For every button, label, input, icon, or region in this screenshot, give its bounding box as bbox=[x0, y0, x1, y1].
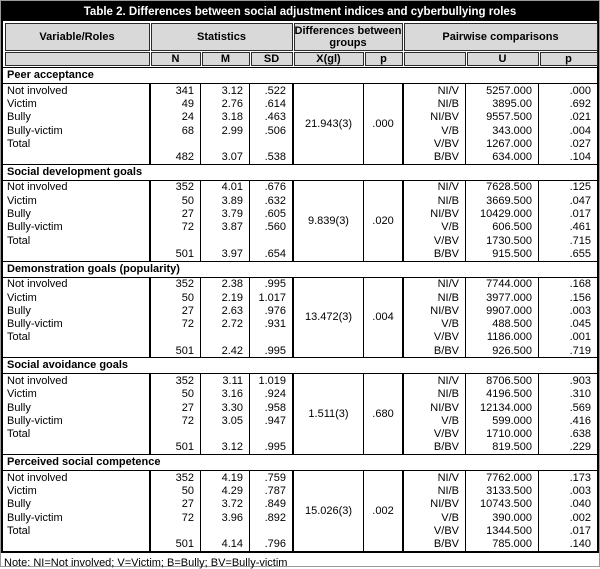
cell-u: 488.500 bbox=[465, 317, 538, 330]
cell-role-label: Victim bbox=[7, 388, 37, 401]
section-block bbox=[3, 84, 597, 164]
column-header-u: U bbox=[467, 52, 539, 66]
column-header-differences-between-groups: Differences between groups bbox=[294, 24, 402, 49]
cell-m: 2.99 bbox=[200, 124, 249, 137]
cell-p-pairwise: .017 bbox=[538, 207, 597, 220]
cell-m: 4.14 bbox=[200, 538, 249, 551]
cell-m: 3.12 bbox=[200, 84, 249, 97]
cell-pair-label: NI/BV bbox=[402, 304, 465, 317]
cell-n: 72 bbox=[149, 317, 200, 330]
cell-n: 27 bbox=[149, 207, 200, 220]
cell-pair-label: V/B bbox=[402, 414, 465, 427]
cell-m: 3.16 bbox=[200, 388, 249, 401]
section-block bbox=[3, 278, 597, 358]
cell-pair-label: NI/BV bbox=[402, 207, 465, 220]
cell-role-label: Total bbox=[7, 137, 31, 150]
column-header-n: N bbox=[151, 52, 201, 66]
cell-m: 2.63 bbox=[200, 304, 249, 317]
cell-pair-label: NI/BV bbox=[402, 111, 465, 124]
cell-role-label: Victim bbox=[7, 485, 37, 498]
cell-u: 9557.500 bbox=[465, 111, 538, 124]
cell-u: 1267.000 bbox=[465, 137, 538, 150]
cell-pair-label: NI/B bbox=[402, 97, 465, 110]
cell-m: 3.30 bbox=[200, 401, 249, 414]
cell-p-pairwise: .003 bbox=[538, 304, 597, 317]
cell-pair-label: V/B bbox=[402, 317, 465, 330]
cell-role-label: Not involved bbox=[7, 84, 68, 97]
cell-sd: .522 bbox=[249, 84, 292, 97]
cell-role-label: Total bbox=[7, 524, 31, 537]
cell-p-groups: .020 bbox=[363, 181, 402, 261]
cell-role-label bbox=[3, 441, 149, 454]
column-header-xgl: X(gl) bbox=[294, 52, 364, 66]
cell-role-label: Not involved bbox=[7, 471, 68, 484]
cell-n: 50 bbox=[149, 291, 200, 304]
cell-role-label: Bully bbox=[7, 401, 31, 414]
cell-n: 27 bbox=[149, 304, 200, 317]
cell-p-pairwise: .021 bbox=[538, 111, 597, 124]
subheader-empty-pairwise bbox=[404, 52, 466, 66]
cell-n: 352 bbox=[149, 471, 200, 484]
cell-m: 3.05 bbox=[200, 414, 249, 427]
cell-pair-label: V/BV bbox=[402, 331, 465, 344]
cell-n: 341 bbox=[149, 84, 200, 97]
cell-role-label bbox=[3, 538, 149, 551]
cell-pair-label: NI/B bbox=[402, 194, 465, 207]
cell-pair-label: NI/B bbox=[402, 388, 465, 401]
cell-sd bbox=[249, 234, 292, 247]
section-block bbox=[3, 374, 597, 454]
section-title: Social avoidance goals bbox=[3, 357, 597, 374]
cell-role-label: Victim bbox=[7, 194, 37, 207]
column-header-sd: SD bbox=[251, 52, 293, 66]
cell-m: 3.87 bbox=[200, 221, 249, 234]
cell-m: 3.79 bbox=[200, 207, 249, 220]
cell-p-pairwise: .638 bbox=[538, 428, 597, 441]
cell-u: 3977.000 bbox=[465, 291, 538, 304]
cell-p-pairwise: .569 bbox=[538, 401, 597, 414]
cell-xgl: 15.026(3) bbox=[292, 471, 363, 551]
table-header bbox=[3, 21, 597, 67]
cell-u: 343.000 bbox=[465, 124, 538, 137]
cell-n: 24 bbox=[149, 111, 200, 124]
cell-p-pairwise: .000 bbox=[538, 84, 597, 97]
cell-role-label bbox=[3, 247, 149, 260]
cell-pair-label: NI/V bbox=[402, 181, 465, 194]
cell-role-label: Bully-victim bbox=[7, 414, 63, 427]
cell-p-pairwise: .903 bbox=[538, 374, 597, 387]
cell-n: 68 bbox=[149, 124, 200, 137]
cell-p-pairwise: .310 bbox=[538, 388, 597, 401]
cell-xgl: 1.511(3) bbox=[292, 374, 363, 454]
cell-p-pairwise: .001 bbox=[538, 331, 597, 344]
cell-n: 501 bbox=[149, 247, 200, 260]
cell-p-pairwise: .017 bbox=[538, 524, 597, 537]
cell-m bbox=[200, 524, 249, 537]
cell-xgl: 9.839(3) bbox=[292, 181, 363, 261]
cell-sd: .796 bbox=[249, 538, 292, 551]
section-block bbox=[3, 181, 597, 261]
cell-n bbox=[149, 234, 200, 247]
cell-n: 50 bbox=[149, 194, 200, 207]
cell-sd: .787 bbox=[249, 484, 292, 497]
cell-u: 7762.000 bbox=[465, 471, 538, 484]
cell-sd bbox=[249, 137, 292, 150]
column-header-p-pairwise: p bbox=[540, 52, 598, 66]
cell-sd: .995 bbox=[249, 344, 292, 357]
cell-m: 2.76 bbox=[200, 97, 249, 110]
cell-sd: .931 bbox=[249, 317, 292, 330]
section-title: Demonstration goals (popularity) bbox=[3, 261, 597, 278]
cell-u: 5257.000 bbox=[465, 84, 538, 97]
cell-pair-label: V/BV bbox=[402, 234, 465, 247]
cell-m: 3.07 bbox=[200, 150, 249, 163]
cell-p-pairwise: .156 bbox=[538, 291, 597, 304]
cell-p-pairwise: .416 bbox=[538, 414, 597, 427]
cell-n: 352 bbox=[149, 278, 200, 291]
cell-p-pairwise: .692 bbox=[538, 97, 597, 110]
cell-u: 7628.500 bbox=[465, 181, 538, 194]
cell-n: 501 bbox=[149, 344, 200, 357]
column-header-m: M bbox=[202, 52, 250, 66]
table-body bbox=[3, 67, 597, 551]
cell-m: 3.97 bbox=[200, 247, 249, 260]
cell-m: 3.96 bbox=[200, 511, 249, 524]
cell-xgl: 13.472(3) bbox=[292, 278, 363, 358]
cell-u: 1186.000 bbox=[465, 331, 538, 344]
cell-pair-label: V/BV bbox=[402, 428, 465, 441]
cell-p-pairwise: .047 bbox=[538, 194, 597, 207]
cell-role-label: Total bbox=[7, 331, 31, 344]
cell-pair-label: B/BV bbox=[402, 247, 465, 260]
cell-n: 352 bbox=[149, 374, 200, 387]
cell-u: 606.500 bbox=[465, 221, 538, 234]
cell-m: 3.18 bbox=[200, 111, 249, 124]
section-title: Social development goals bbox=[3, 164, 597, 181]
column-header-p-groups: p bbox=[365, 52, 403, 66]
cell-m: 2.42 bbox=[200, 344, 249, 357]
cell-n: 27 bbox=[149, 498, 200, 511]
cell-sd: .947 bbox=[249, 414, 292, 427]
cell-u: 10429.000 bbox=[465, 207, 538, 220]
cell-u: 9907.000 bbox=[465, 304, 538, 317]
cell-role-label: Not involved bbox=[7, 181, 68, 194]
section-block bbox=[3, 471, 597, 551]
cell-u: 10743.500 bbox=[465, 498, 538, 511]
section-title: Peer acceptance bbox=[3, 67, 597, 84]
cell-p-groups: .680 bbox=[363, 374, 402, 454]
cell-n: 501 bbox=[149, 538, 200, 551]
cell-role-label: Bully-victim bbox=[7, 318, 63, 331]
cell-pair-label: NI/B bbox=[402, 484, 465, 497]
cell-pair-label: V/B bbox=[402, 511, 465, 524]
cell-p-pairwise: .140 bbox=[538, 538, 597, 551]
cell-xgl: 21.943(3) bbox=[292, 84, 363, 164]
cell-p-pairwise: .173 bbox=[538, 471, 597, 484]
cell-sd: .849 bbox=[249, 498, 292, 511]
cell-role-label: Total bbox=[7, 234, 31, 247]
cell-u: 785.000 bbox=[465, 538, 538, 551]
cell-u: 915.500 bbox=[465, 247, 538, 260]
cell-n: 27 bbox=[149, 401, 200, 414]
cell-pair-label: NI/BV bbox=[402, 401, 465, 414]
cell-pair-label: B/BV bbox=[402, 538, 465, 551]
subheader-empty-left bbox=[5, 52, 150, 66]
cell-role-label: Bully bbox=[7, 304, 31, 317]
cell-m: 3.11 bbox=[200, 374, 249, 387]
cell-sd: .654 bbox=[249, 247, 292, 260]
cell-sd: .605 bbox=[249, 207, 292, 220]
cell-u: 3895.00 bbox=[465, 97, 538, 110]
cell-role-label bbox=[3, 150, 149, 163]
cell-u: 390.000 bbox=[465, 511, 538, 524]
cell-m bbox=[200, 137, 249, 150]
cell-p-pairwise: .461 bbox=[538, 221, 597, 234]
cell-pair-label: V/BV bbox=[402, 137, 465, 150]
cell-p-pairwise: .002 bbox=[538, 511, 597, 524]
cell-role-label: Not involved bbox=[7, 374, 68, 387]
cell-n: 50 bbox=[149, 484, 200, 497]
cell-m: 4.29 bbox=[200, 484, 249, 497]
cell-pair-label: NI/V bbox=[402, 278, 465, 291]
cell-p-pairwise: .003 bbox=[538, 484, 597, 497]
cell-p-groups: .002 bbox=[363, 471, 402, 551]
cell-pair-label: B/BV bbox=[402, 150, 465, 163]
cell-sd: .995 bbox=[249, 441, 292, 454]
cell-p-pairwise: .719 bbox=[538, 344, 597, 357]
cell-p-groups: .000 bbox=[363, 84, 402, 164]
cell-sd: .676 bbox=[249, 181, 292, 194]
cell-sd: .506 bbox=[249, 124, 292, 137]
cell-n: 482 bbox=[149, 150, 200, 163]
table-title: Table 2. Differences between social adjustment indices and cyberbullying roles bbox=[3, 3, 597, 21]
cell-u: 634.000 bbox=[465, 150, 538, 163]
cell-pair-label: NI/V bbox=[402, 374, 465, 387]
cell-u: 4196.500 bbox=[465, 388, 538, 401]
cell-sd: 1.017 bbox=[249, 291, 292, 304]
cell-role-label: Not involved bbox=[7, 278, 68, 291]
cell-u: 599.000 bbox=[465, 414, 538, 427]
cell-role-label: Victim bbox=[7, 97, 37, 110]
cell-m: 4.19 bbox=[200, 471, 249, 484]
cell-role-label: Bully bbox=[7, 498, 31, 511]
cell-n bbox=[149, 524, 200, 537]
cell-u: 3669.500 bbox=[465, 194, 538, 207]
cell-role-label: Bully-victim bbox=[7, 124, 63, 137]
cell-n: 50 bbox=[149, 388, 200, 401]
cell-u: 1730.500 bbox=[465, 234, 538, 247]
cell-u: 926.500 bbox=[465, 344, 538, 357]
cell-n: 72 bbox=[149, 221, 200, 234]
cell-u: 12134.000 bbox=[465, 401, 538, 414]
cell-p-pairwise: .229 bbox=[538, 441, 597, 454]
cell-sd: .463 bbox=[249, 111, 292, 124]
cell-pair-label: V/B bbox=[402, 124, 465, 137]
cell-m bbox=[200, 234, 249, 247]
cell-m: 3.89 bbox=[200, 194, 249, 207]
cell-n: 352 bbox=[149, 181, 200, 194]
cell-m: 4.01 bbox=[200, 181, 249, 194]
cell-sd: .995 bbox=[249, 278, 292, 291]
cell-pair-label: B/BV bbox=[402, 441, 465, 454]
cell-p-pairwise: .027 bbox=[538, 137, 597, 150]
cell-sd: .614 bbox=[249, 97, 292, 110]
cell-role-label bbox=[3, 344, 149, 357]
cell-p-groups: .004 bbox=[363, 278, 402, 358]
table-note: Note: NI=Not involved; V=Victim; B=Bully; BV=Bully-victim bbox=[4, 556, 288, 569]
cell-p-pairwise: .004 bbox=[538, 124, 597, 137]
cell-pair-label: NI/V bbox=[402, 471, 465, 484]
cell-sd bbox=[249, 331, 292, 344]
cell-u: 7744.000 bbox=[465, 278, 538, 291]
cell-n bbox=[149, 428, 200, 441]
cell-sd: .892 bbox=[249, 511, 292, 524]
cell-p-pairwise: .045 bbox=[538, 317, 597, 330]
cell-sd: .976 bbox=[249, 304, 292, 317]
column-header-pairwise-comparisons: Pairwise comparisons bbox=[404, 23, 598, 51]
cell-sd: .759 bbox=[249, 471, 292, 484]
cell-m: 2.72 bbox=[200, 317, 249, 330]
cell-m: 3.12 bbox=[200, 441, 249, 454]
cell-role-label: Bully bbox=[7, 208, 31, 221]
cell-role-label: Bully-victim bbox=[7, 511, 63, 524]
cell-sd: 1.019 bbox=[249, 374, 292, 387]
cell-role-label: Bully bbox=[7, 111, 31, 124]
cell-u: 1344.500 bbox=[465, 524, 538, 537]
cell-pair-label: NI/BV bbox=[402, 498, 465, 511]
cell-u: 3133.500 bbox=[465, 484, 538, 497]
cell-sd: .560 bbox=[249, 221, 292, 234]
cell-p-pairwise: .125 bbox=[538, 181, 597, 194]
cell-p-pairwise: .104 bbox=[538, 150, 597, 163]
cell-m: 2.19 bbox=[200, 291, 249, 304]
cell-u: 8706.500 bbox=[465, 374, 538, 387]
cell-u: 1710.000 bbox=[465, 428, 538, 441]
cell-p-pairwise: .040 bbox=[538, 498, 597, 511]
cell-p-pairwise: .655 bbox=[538, 247, 597, 260]
cell-role-label: Total bbox=[7, 428, 31, 441]
cell-role-label: Victim bbox=[7, 291, 37, 304]
cell-role-label: Bully-victim bbox=[7, 221, 63, 234]
cell-sd: .632 bbox=[249, 194, 292, 207]
cell-pair-label: NI/B bbox=[402, 291, 465, 304]
cell-n: 72 bbox=[149, 414, 200, 427]
cell-u: 819.500 bbox=[465, 441, 538, 454]
cell-pair-label: V/B bbox=[402, 221, 465, 234]
cell-sd: .538 bbox=[249, 150, 292, 163]
column-header-statistics: Statistics bbox=[151, 23, 293, 51]
cell-p-pairwise: .715 bbox=[538, 234, 597, 247]
cell-n bbox=[149, 137, 200, 150]
cell-m: 2.38 bbox=[200, 278, 249, 291]
cell-sd bbox=[249, 524, 292, 537]
cell-pair-label: B/BV bbox=[402, 344, 465, 357]
cell-n: 501 bbox=[149, 441, 200, 454]
cell-m bbox=[200, 428, 249, 441]
section-title: Perceived social competence bbox=[3, 454, 597, 471]
cell-m bbox=[200, 331, 249, 344]
cell-pair-label: V/BV bbox=[402, 524, 465, 537]
cell-n: 49 bbox=[149, 97, 200, 110]
cell-sd: .958 bbox=[249, 401, 292, 414]
cell-n bbox=[149, 331, 200, 344]
table-frame bbox=[1, 1, 599, 553]
cell-n: 72 bbox=[149, 511, 200, 524]
cell-sd bbox=[249, 428, 292, 441]
column-header-variable-roles: Variable/Roles bbox=[5, 23, 150, 51]
cell-sd: .924 bbox=[249, 388, 292, 401]
cell-p-pairwise: .168 bbox=[538, 278, 597, 291]
cell-pair-label: NI/V bbox=[402, 84, 465, 97]
cell-m: 3.72 bbox=[200, 498, 249, 511]
